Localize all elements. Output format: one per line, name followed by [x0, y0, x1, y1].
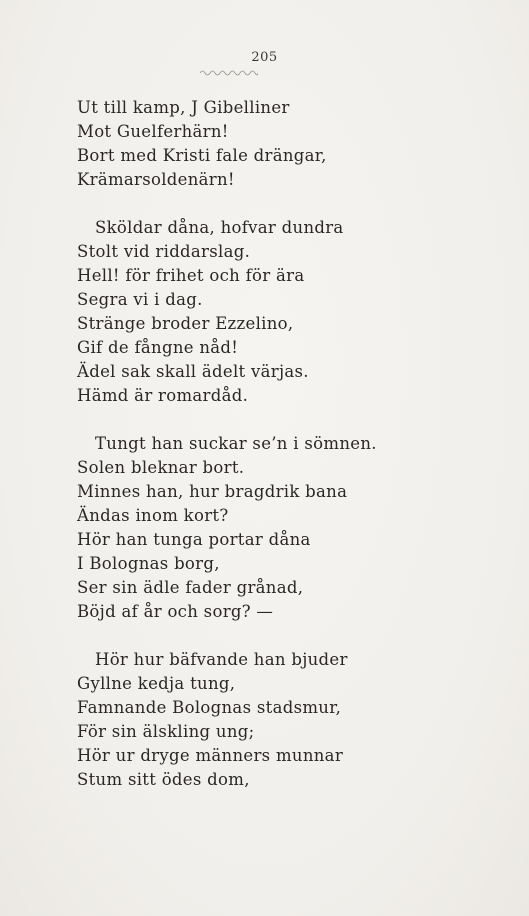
poem-line: Ser sin ädle fader grånad,	[77, 578, 304, 597]
poem-line: Ändas inom kort?	[77, 506, 229, 525]
poem-text	[77, 96, 517, 792]
poem-line: Hämd är romardåd.	[77, 386, 249, 405]
poem-line: I Bolognas borg,	[77, 554, 220, 573]
poem-line: Segra vi i dag.	[77, 290, 203, 309]
poem-line: Stränge broder Ezzelino,	[77, 314, 294, 333]
wavy-ornament	[200, 68, 258, 78]
poem-line: Hör ur dryge männers munnar	[77, 746, 344, 765]
poem-line: Solen bleknar bort.	[77, 458, 245, 477]
poem-line: Hör han tunga portar dåna	[77, 530, 311, 549]
poem-line: Stolt vid riddarslag.	[77, 242, 251, 261]
stanza-2	[77, 216, 517, 408]
poem-line: Hör hur bäfvande han bjuder	[95, 650, 348, 669]
poem-line: Stum sitt ödes dom,	[77, 770, 250, 789]
poem-line: Böjd af år och sorg? —	[77, 602, 274, 621]
stanza-3	[77, 432, 517, 624]
poem-line: Bort med Kristi fale drängar,	[77, 146, 327, 165]
stanza-4	[77, 648, 517, 792]
poem-line: Sköldar dåna, hofvar dundra	[95, 218, 344, 237]
poem-line: Ut till kamp, J Gibelliner	[77, 98, 290, 117]
poem-line: Krämarsoldenärn!	[77, 170, 235, 189]
poem-line: Minnes han, hur bragdrik bana	[77, 482, 348, 501]
page-number: 205	[251, 50, 278, 65]
poem-line: Gif de fångne nåd!	[77, 338, 239, 357]
poem-line: Tungt han suckar se’n i sömnen.	[95, 434, 377, 453]
poem-line: Ädel sak skall ädelt värjas.	[77, 362, 309, 381]
poem-line: Gyllne kedja tung,	[77, 674, 236, 693]
poem-line: Mot Guelferhärn!	[77, 122, 229, 141]
poem-line: Hell! för frihet och för ära	[77, 266, 305, 285]
poem-line: Famnande Bolognas stadsmur,	[77, 698, 342, 717]
poem-line: För sin älskling ung;	[77, 722, 255, 741]
stanza-1	[77, 96, 517, 192]
